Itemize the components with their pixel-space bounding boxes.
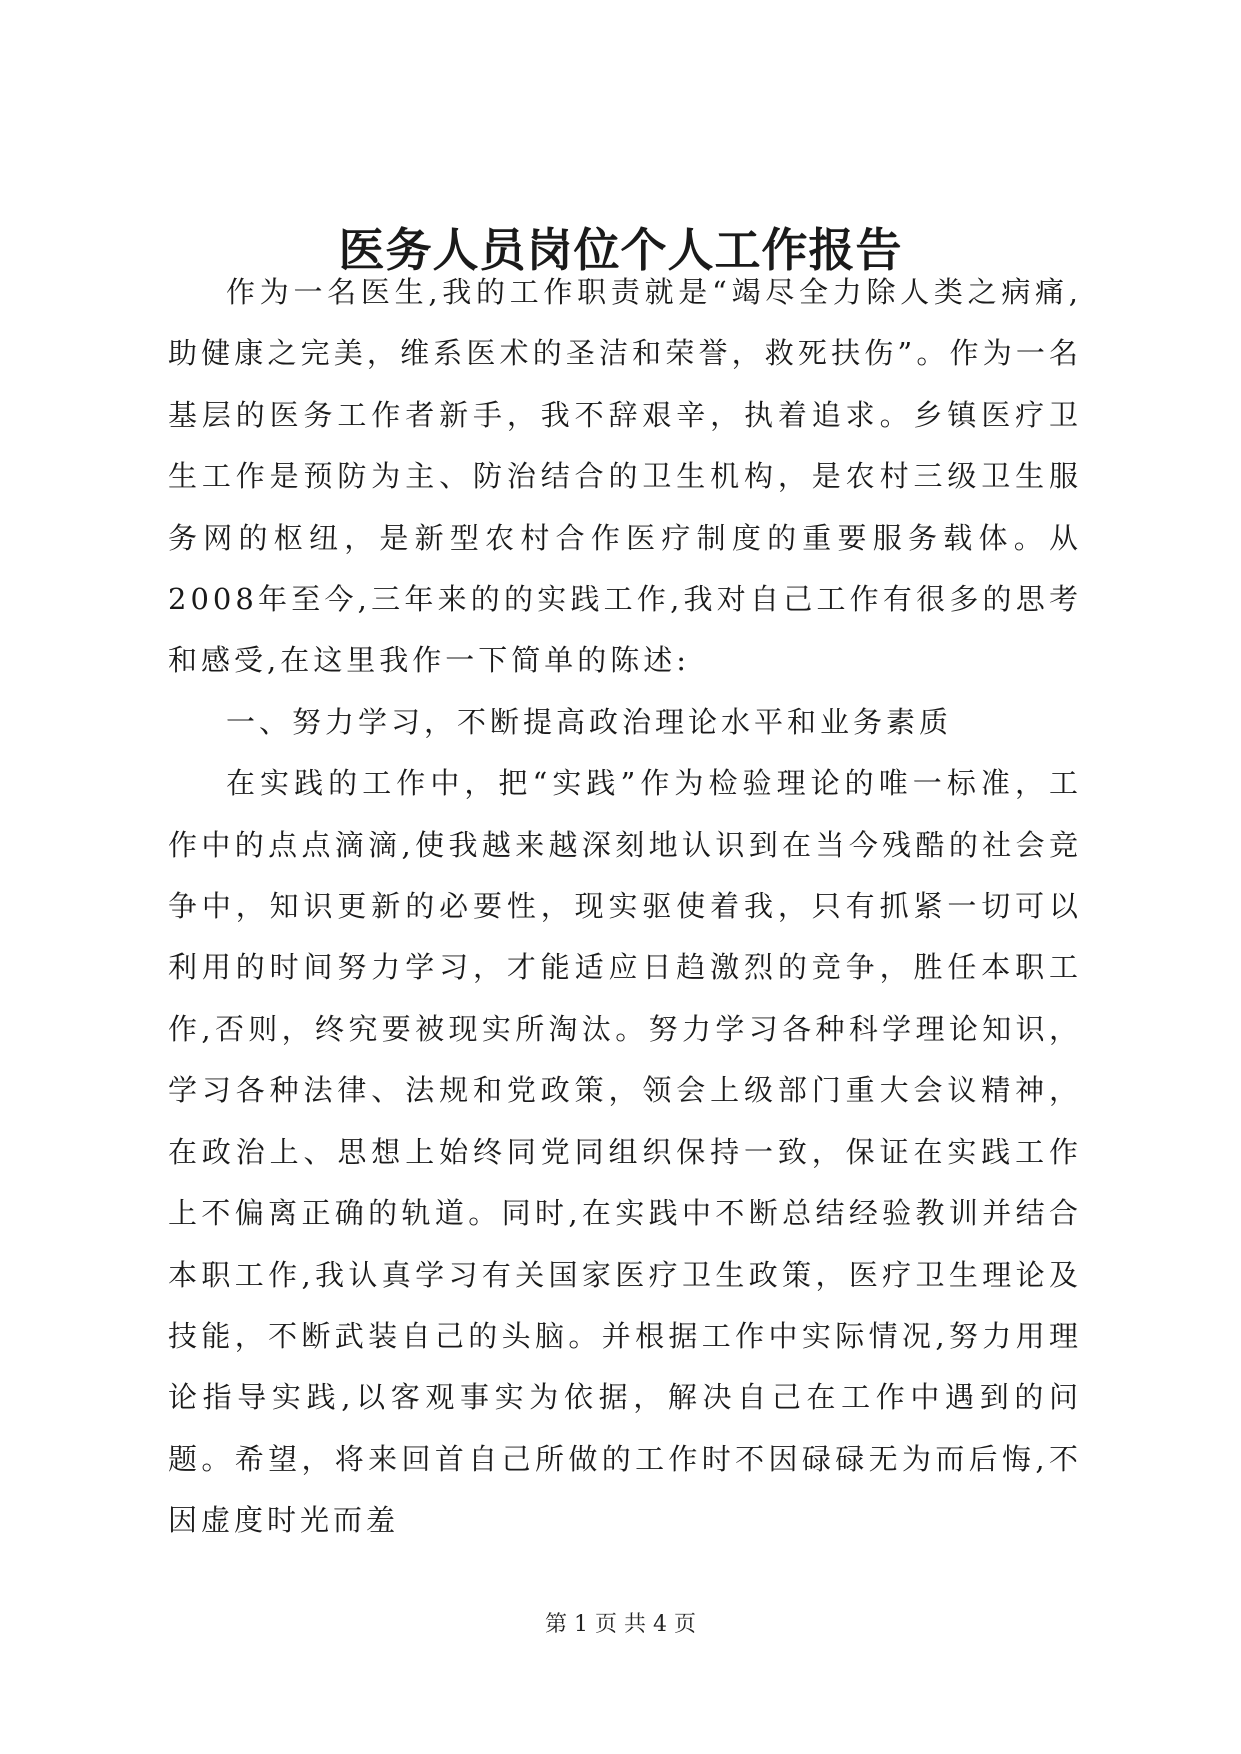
paragraph-section-1: 在实践的工作中，把“实践”作为检验理论的唯一标准，工作中的点点滴滴,使我越来越深刻地认识到在当今残酷的社会竞争中，知识更新的必要性，现实驱使着我，只有抓紧一切可以利用的时间努力学习，才能适应日趋激烈的竞争，胜任本职工作,否则，终究要被现实所淘汰。努力学习各种科学理论知识，学习各种法律、法规和党政策，领会上级部门重大会议精神，在政治上、思想上始终同党同组织保持一致，保证在实践工作上不偏离正确的轨道。同时,在实践中不断总结经验教训并结合本职工作,我认真学习有关国家医疗卫生政策，医疗卫生理论及技能，不断武装自己的头脑。并根据工作中实际情况,努力用理论指导实践,以客观事实为依据，解决自己在工作中遇到的问题。希望，将来回首自己所做的工作时不因碌碌无为而后悔,不因虚度时光而羞 (168, 766, 1082, 1538)
section-heading-1: 一、努力学习，不断提高政治理论水平和业务素质 (226, 704, 953, 739)
paragraph-intro: 作为一名医生,我的工作职责就是“竭尽全力除人类之病痛,助健康之完美，维系医术的圣洁和荣誉，救死扶伤”。作为一名基层的医务工作者新手，我不辞艰辛，执着追求。乡镇医疗卫生工作是预防为主、防治结合的卫生机构，是农村三级卫生服务网的枢纽，是新型农村合作医疗制度的重要服务载体。从2008年至今,三年来的的实践工作,我对自己工作有很多的思考和感受,在这里我作一下简单的陈述: (168, 275, 1082, 678)
page-footer: 第 1 页 共 4 页 (545, 1612, 696, 1637)
document-body (168, 262, 1082, 1552)
document-title: 医务人员岗位个人工作报告 (338, 223, 903, 277)
